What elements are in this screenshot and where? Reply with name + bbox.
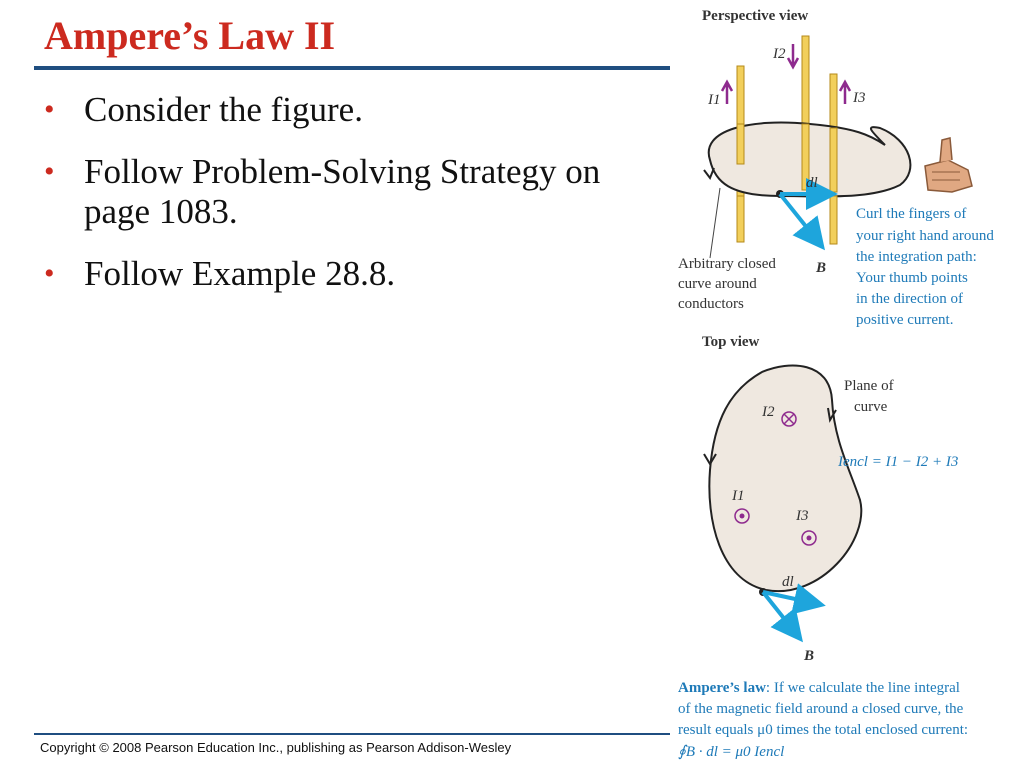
bullet-item xyxy=(44,90,664,130)
ampere-figure xyxy=(670,0,1024,768)
wire-i3-below xyxy=(830,196,837,244)
wire-i1-front xyxy=(737,124,744,164)
dl-label: dl xyxy=(806,175,818,191)
footer-divider xyxy=(34,733,670,735)
i1-label: I1 xyxy=(708,92,721,108)
slide-title: Ampere’s Law II xyxy=(44,13,336,58)
curve-direction-icon xyxy=(704,168,714,178)
wire-i1-below xyxy=(737,196,744,242)
i2-arrow-icon xyxy=(788,44,798,67)
law-caption: Ampere’s law: If we calculate the line integral of the magnetic field around a closed curve, the result equals μ0 times the total enclosed current: ∮B · dl = μ0 Iencl xyxy=(678,680,969,760)
rhr-caption: Curl the fingers of your right hand around the integration path: Your thumb points in the direction of positive current. xyxy=(856,206,994,328)
top-view-heading: Top view xyxy=(702,334,760,350)
bullet-item xyxy=(44,152,664,232)
title-divider xyxy=(34,66,670,70)
bullet-list xyxy=(44,90,664,316)
wire-i3-front xyxy=(830,128,837,192)
top-view-curve xyxy=(709,365,861,591)
iencl-equation: Iencl = I1 − I2 + I3 xyxy=(838,454,959,470)
i1-arrow-icon xyxy=(722,82,732,104)
bullet-text: Follow Example 28.8. xyxy=(84,254,396,293)
copyright-text: Copyright © 2008 Pearson Education Inc., publishing as Pearson Addison-Wesley xyxy=(40,740,512,755)
top-dl-label: dl xyxy=(782,574,794,590)
plane-caption: Plane of curve xyxy=(844,378,894,415)
i3-arrow-icon xyxy=(840,82,850,104)
top-i2-label: I2 xyxy=(762,404,775,420)
curve-caption: Arbitrary closed curve around conductors xyxy=(678,256,776,312)
b-arrow-icon xyxy=(780,194,820,244)
top-i3-label: I3 xyxy=(796,508,809,524)
perspective-heading: Perspective view xyxy=(702,8,809,24)
bullet-dot-icon: • xyxy=(44,93,55,126)
bullet-text: Consider the figure. xyxy=(84,90,363,129)
top-b-label: B xyxy=(804,648,815,664)
thumbs-up-icon xyxy=(925,138,972,192)
curve-caption-leader xyxy=(710,188,720,258)
bullet-dot-icon: • xyxy=(44,155,55,188)
i2-label: I2 xyxy=(773,46,786,62)
bullet-text: Follow Problem-Solving Strategy on page 1083. xyxy=(84,152,601,231)
b-label: B xyxy=(816,260,827,276)
top-i1-label: I1 xyxy=(732,488,745,504)
bullet-item xyxy=(44,254,664,294)
i3-label: I3 xyxy=(853,90,866,106)
bullet-dot-icon: • xyxy=(44,257,55,290)
